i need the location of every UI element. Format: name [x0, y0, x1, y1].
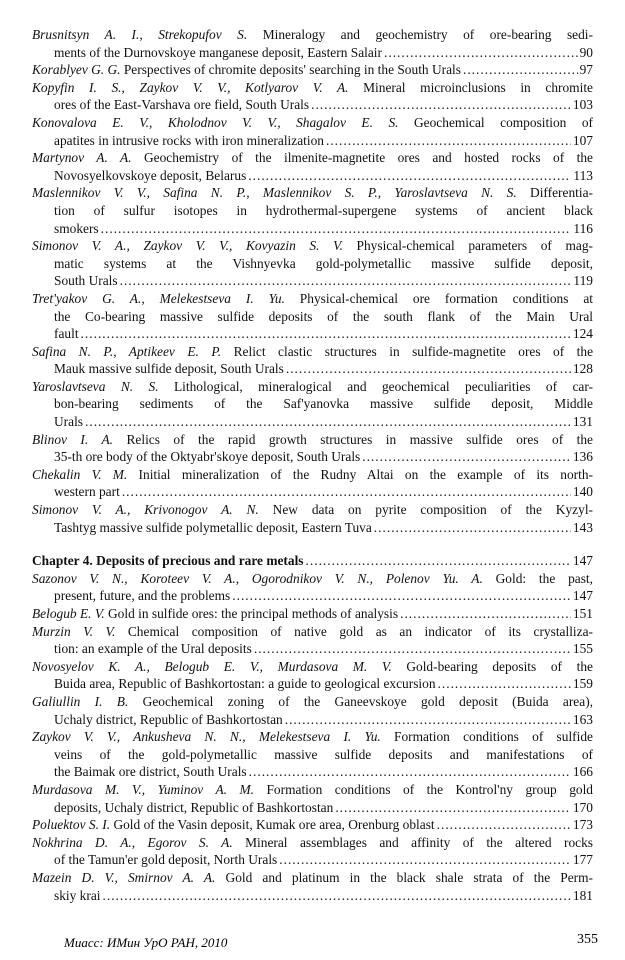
entry-last-line — [32, 552, 593, 570]
toc-entry[interactable] — [32, 834, 593, 869]
dot-leader — [254, 640, 571, 658]
entry-text: 35-th ore body of the Oktyabr'skoye deposit, South Urals — [54, 449, 361, 465]
dot-leader — [81, 325, 571, 343]
entry-text: Buida area, Republic of Bashkortostan: a guide to geological excursion — [54, 676, 436, 692]
dot-leader — [311, 96, 571, 114]
entry-line — [32, 658, 593, 676]
dot-leader — [122, 483, 571, 501]
entry-line — [32, 746, 593, 764]
entry-authors: Konovalova E. V., Kholodnov V. V., Shagalov E. S. — [32, 114, 399, 130]
entry-text: Galiullin I. B. Geochemical zoning of the Ganeevskoye gold deposit (Buida area), — [32, 693, 593, 709]
entry-page-number: 159 — [572, 676, 593, 692]
entry-authors: Blinov I. A. — [32, 431, 113, 447]
entry-last-line — [32, 96, 593, 114]
entry-text: Urals — [54, 414, 84, 430]
entry-page-number: 124 — [572, 326, 593, 342]
entry-authors: Maslennikov V. V., Safina N. P., Maslennikov S. P., Yaroslavtseva N. S. — [32, 185, 517, 201]
entry-last-line — [32, 413, 593, 431]
entry-last-line — [32, 483, 593, 501]
entry-authors: Murzin V. V. — [32, 623, 116, 639]
entry-text: Chapter 4. Deposits of precious and rare metals — [32, 553, 304, 569]
entry-authors: Poluektov S. I. — [32, 817, 111, 833]
entry-page-number: 177 — [572, 852, 593, 868]
entry-page-number: 163 — [572, 711, 593, 727]
entry-authors: Yaroslavtseva N. S. — [32, 378, 159, 394]
entry-line — [32, 308, 593, 326]
entry-last-line — [32, 167, 593, 185]
toc-entry[interactable] — [32, 114, 593, 149]
entry-page-number: 147 — [572, 588, 593, 604]
entry-page-number: 97 — [579, 62, 593, 78]
entry-text: Mazein D. V., Smirnov A. A. Gold and platinum in the black shale strata of the Perm- — [32, 869, 593, 885]
entry-text: the Co-bearing massive sulfide deposits of the south flank of the Main Ural — [54, 308, 593, 324]
entry-page-number: 147 — [572, 553, 593, 569]
entry-text: South Urals — [54, 273, 118, 289]
entry-text: Murzin V. V. Chemical composition of native gold as an indicator of its crystalliza- — [32, 623, 593, 639]
entry-authors: Nokhrina D. A., Egorov S. A. — [32, 834, 233, 850]
entry-text: tion of sulfur isotopes in hydrothermal-supergene systems of ancient black — [54, 202, 593, 218]
toc-entry[interactable] — [32, 61, 593, 79]
entry-authors: Murdasova M. V., Yuminov A. M. — [32, 781, 254, 797]
entry-text: tion: an example of the Ural deposits — [54, 641, 252, 657]
entry-page-number: 143 — [572, 519, 593, 535]
entry-line — [32, 693, 593, 711]
entry-text: ores of the East-Varshava ore field, South Urals — [54, 97, 310, 113]
entry-text: veins of the gold-polymetallic massive sulfide deposits and manifestations of — [54, 746, 593, 762]
entry-text: Uchaly district, Republic of Bashkortostan — [54, 711, 283, 727]
toc-entry[interactable] — [32, 184, 593, 237]
entry-line — [32, 781, 593, 799]
entry-page-number: 113 — [573, 167, 593, 183]
entry-text: western part — [54, 484, 120, 500]
toc-entry[interactable] — [32, 378, 593, 431]
dot-leader — [326, 132, 571, 150]
toc-entry[interactable] — [32, 343, 593, 378]
entry-line — [32, 290, 593, 308]
dot-leader — [384, 44, 578, 62]
entry-last-line — [32, 44, 593, 62]
entry-page-number: 119 — [573, 273, 593, 289]
entry-page-number: 166 — [572, 764, 593, 780]
entry-last-line — [32, 640, 593, 658]
entry-text: ments of the Durnovskoye manganese deposit, Eastern Salair — [54, 44, 382, 60]
entry-authors: Korablyev G. G. — [32, 62, 121, 78]
entry-last-line — [32, 132, 593, 150]
entry-page-number: 107 — [572, 132, 593, 148]
entry-text: Poluektov S. I. Gold of the Vasin deposit, Kumak ore area, Orenburg oblast — [32, 817, 435, 833]
entry-text: Martynov A. A. Geochemistry of the ilmenite-magnetite ores and hosted rocks of the — [32, 150, 593, 166]
toc-entry[interactable] — [32, 781, 593, 816]
table-of-contents — [32, 26, 593, 904]
entry-line — [32, 395, 593, 413]
dot-leader — [286, 360, 571, 378]
entry-text: matic systems at the Vishnyevka gold-polymetallic massive sulfide deposit, — [54, 255, 593, 271]
entry-authors: Simonov V. A., Zaykov V. V., Kovyazin S. V. — [32, 238, 343, 254]
entry-line — [32, 466, 593, 484]
entry-line — [32, 570, 593, 588]
entry-last-line — [32, 763, 593, 781]
entry-text: Blinov I. A. Relics of the rapid growth structures in massive sulfide ores of the — [32, 431, 593, 447]
entry-page-number: 170 — [572, 799, 593, 815]
entry-text: Mauk massive sulfide deposit, South Urals — [54, 361, 284, 377]
entry-last-line — [32, 220, 593, 238]
toc-entry[interactable] — [32, 869, 593, 904]
entry-authors: Mazein D. V., Smirnov A. A. — [32, 869, 216, 885]
entry-line — [32, 501, 593, 519]
toc-entry[interactable] — [32, 623, 593, 658]
entry-text: Korablyev G. G. Perspectives of chromite deposits' searching in the South Urals — [32, 62, 461, 78]
entry-last-line — [32, 519, 593, 537]
entry-line — [32, 202, 593, 220]
dot-leader — [374, 519, 571, 537]
dot-leader — [306, 552, 571, 570]
entry-last-line — [32, 816, 593, 834]
dot-leader — [249, 763, 571, 781]
entry-last-line — [32, 448, 593, 466]
toc-entry[interactable] — [32, 26, 593, 61]
entry-line — [32, 114, 593, 132]
entry-authors: Sazonov V. N., Koroteev V. A., Ogorodnikov V. N., Polenov Yu. A. — [32, 570, 483, 586]
entry-last-line — [32, 799, 593, 817]
entry-line — [32, 237, 593, 255]
entry-last-line — [32, 325, 593, 343]
entry-text: Nokhrina D. A., Egorov S. A. Mineral assemblages and affinity of the altered rocks — [32, 834, 593, 850]
entry-authors: Martynov A. A. — [32, 150, 132, 166]
entry-page-number: 131 — [572, 414, 593, 430]
entry-page-number: 103 — [572, 97, 593, 113]
entry-authors: Galiullin I. B. — [32, 693, 129, 709]
toc-entry[interactable] — [32, 466, 593, 501]
toc-entry[interactable] — [32, 816, 593, 834]
dot-leader — [85, 413, 571, 431]
dot-leader — [335, 799, 571, 817]
entry-line — [32, 869, 593, 887]
toc-entry[interactable] — [32, 693, 593, 728]
dot-leader — [120, 272, 572, 290]
entry-page-number: 173 — [572, 817, 593, 833]
entry-line — [32, 728, 593, 746]
toc-entry[interactable] — [32, 290, 593, 343]
entry-authors: Zaykov V. V., Ankusheva N. N., Melekestseva I. Yu. — [32, 729, 381, 745]
toc-entry[interactable] — [32, 570, 593, 605]
dot-leader — [438, 675, 571, 693]
toc-entry[interactable] — [32, 431, 593, 466]
dot-leader — [232, 587, 571, 605]
entry-page-number: 90 — [579, 44, 593, 60]
entry-text: Tashtyg massive sulfide polymetallic deposit, Eastern Tuva — [54, 519, 372, 535]
entry-text: bon-bearing sediments of the Saf'yanovka massive sulfide deposit, Middle — [54, 396, 593, 412]
entry-text: apatites in intrusive rocks with iron mineralization — [54, 132, 324, 148]
entry-authors: Brusnitsyn A. I., Strekopufov S. — [32, 27, 248, 42]
entry-page-number: 155 — [572, 641, 593, 657]
dot-leader — [362, 448, 571, 466]
entry-line — [32, 149, 593, 167]
entry-page-number: 116 — [573, 220, 593, 236]
entry-text: Safina N. P., Aptikeev E. P. Relict clastic structures in sulfide-magnetite ores of the — [32, 343, 593, 359]
entry-text: Maslennikov V. V., Safina N. P., Maslennikov S. P., Yaroslavtseva N. S. Differentia- — [32, 185, 593, 201]
entry-last-line — [32, 711, 593, 729]
entry-text: present, future, and the problems — [54, 588, 231, 604]
entry-page-number: 136 — [572, 449, 593, 465]
toc-entry[interactable] — [32, 149, 593, 184]
entry-last-line — [32, 605, 593, 623]
dot-leader — [400, 605, 571, 623]
dot-leader — [463, 61, 578, 79]
entry-text: Konovalova E. V., Kholodnov V. V., Shagalov E. S. Geochemical composition of — [32, 114, 593, 130]
entry-last-line — [32, 360, 593, 378]
entry-text: Murdasova M. V., Yuminov A. M. Formation conditions of the Kontrol'ny group gold — [32, 781, 593, 797]
entry-line — [32, 378, 593, 396]
entry-text: Tret'yakov G. A., Melekestseva I. Yu. Physical-chemical ore formation conditions at — [32, 290, 593, 306]
page-footer — [64, 934, 598, 952]
toc-entry[interactable] — [32, 605, 593, 623]
entry-last-line — [32, 851, 593, 869]
entry-line — [32, 623, 593, 641]
entry-text: skiy krai — [54, 887, 101, 903]
chapter-heading[interactable] — [32, 552, 593, 570]
publisher-imprint: Миасс: ИМин УрО РАН, 2010 — [64, 935, 228, 950]
entry-line — [32, 184, 593, 202]
entry-text: the Baimak ore district, South Urals — [54, 764, 247, 780]
page-number: 355 — [577, 932, 598, 947]
entry-authors: Belogub E. V. — [32, 606, 105, 621]
entry-page-number: 181 — [572, 887, 593, 903]
entry-text: Novosyelkovskoye deposit, Belarus — [54, 167, 247, 183]
entry-last-line — [32, 675, 593, 693]
entry-text: Brusnitsyn A. I., Strekopufov S. Mineralogy and geochemistry of ore-bearing sedi- — [32, 27, 593, 42]
entry-page-number: 128 — [572, 361, 593, 377]
entry-text: Kopyfin I. S., Zaykov V. V., Kotlyarov V. A. Mineral microinclusions in chromite — [32, 79, 593, 95]
toc-entry[interactable] — [32, 237, 593, 290]
entry-last-line — [32, 61, 593, 79]
entry-text: Chekalin V. M. Initial mineralization of the Rudny Altai on the example of its north- — [32, 466, 593, 482]
entry-line — [32, 26, 593, 44]
dot-leader — [101, 220, 572, 238]
entry-page-number: 151 — [572, 606, 593, 621]
entry-text: Simonov V. A., Zaykov V. V., Kovyazin S. V. Physical-chemical parameters of mag- — [32, 238, 593, 254]
entry-line — [32, 255, 593, 273]
entry-text: Novosyelov K. A., Belogub E. V., Murdasova M. V. Gold-bearing deposits of the — [32, 658, 593, 674]
dot-leader — [437, 816, 571, 834]
entry-last-line — [32, 587, 593, 605]
entry-line — [32, 431, 593, 449]
entry-text: Zaykov V. V., Ankusheva N. N., Melekestseva I. Yu. Formation conditions of sulfide — [32, 729, 593, 745]
entry-text: Belogub E. V. Gold in sulfide ores: the principal methods of analysis — [32, 606, 399, 621]
entry-page-number: 140 — [572, 484, 593, 500]
entry-last-line — [32, 887, 593, 905]
entry-text: Sazonov V. N., Koroteev V. A., Ogorodnikov V. N., Polenov Yu. A. Gold: the past, — [32, 570, 593, 586]
entry-last-line — [32, 272, 593, 290]
dot-leader — [103, 887, 571, 905]
entry-text: Yaroslavtseva N. S. Lithological, mineralogical and geochemical peculiarities of car- — [32, 378, 593, 394]
entry-text: of the Tamun'er gold deposit, North Urals — [54, 852, 278, 868]
toc-entry[interactable] — [32, 658, 593, 693]
toc-entry[interactable] — [32, 501, 593, 536]
entry-authors: Kopyfin I. S., Zaykov V. V., Kotlyarov V. A. — [32, 79, 349, 95]
entry-text: Simonov V. A., Krivonogov A. N. New data on pyrite composition of the Kyzyl- — [32, 502, 593, 518]
dot-leader — [248, 167, 571, 185]
toc-entry[interactable] — [32, 728, 593, 781]
entry-line — [32, 834, 593, 852]
entry-authors: Tret'yakov G. A., Melekestseva I. Yu. — [32, 290, 285, 306]
dot-leader — [279, 851, 571, 869]
dot-leader — [285, 711, 571, 729]
entry-line — [32, 343, 593, 361]
entry-text: smokers — [54, 220, 99, 236]
entry-text: fault — [54, 326, 79, 342]
entry-text: deposits, Uchaly district, Republic of Bashkortostan — [54, 799, 334, 815]
entry-line — [32, 79, 593, 97]
entry-authors: Chekalin V. M. — [32, 466, 128, 482]
toc-entry[interactable] — [32, 79, 593, 114]
entry-authors: Simonov V. A., Krivonogov A. N. — [32, 502, 259, 518]
chapter-spacer — [32, 536, 593, 552]
entry-authors: Safina N. P., Aptikeev E. P. — [32, 343, 222, 359]
entry-authors: Novosyelov K. A., Belogub E. V., Murdasova M. V. — [32, 658, 392, 674]
